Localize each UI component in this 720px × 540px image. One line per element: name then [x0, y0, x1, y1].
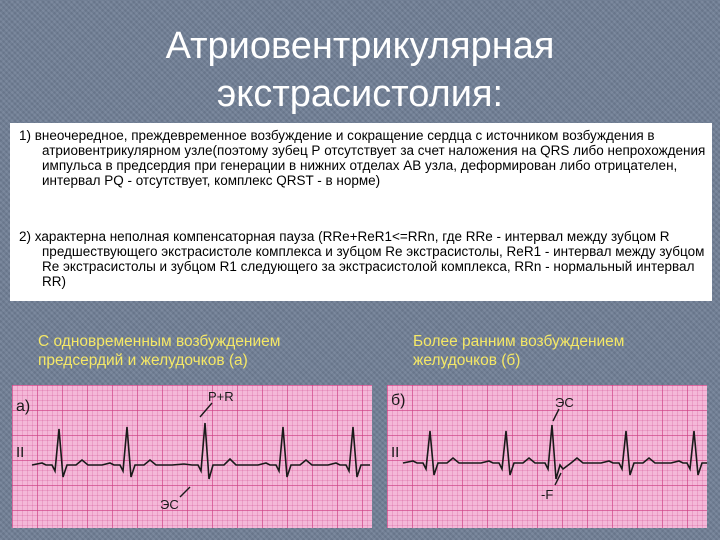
ecg-b-label: б) — [391, 392, 406, 409]
ecg-a-waveform — [32, 423, 370, 479]
ecg-strip-a — [12, 385, 372, 528]
slide-title-line2: экстрасистолия: — [216, 73, 504, 115]
ecg-b-annot-bottom: -F — [541, 487, 554, 502]
paragraph-2: 2) характерна неполная компенсаторная пауза (RRe+ReR1<=RRn, где RRe - интервал между зубцом R предшествующего экстрасистоле комплекса и зубцом Re экстрасистолы, ReR1 - интервал между зубцом Re экстрасистолы и зубцом R1 следующего за экстрасистолой комплекса, RRn - нормальный интервал RR) — [19, 229, 705, 289]
ecg-b-lead: II — [391, 444, 400, 461]
slide-title-line1: Атриовентрикулярная — [165, 25, 555, 67]
ecg-a-arrow-bottom — [180, 487, 190, 497]
ecg-trace-b — [387, 385, 707, 528]
caption-a: С одновременным возбуждением предсердий и желудочков (а) — [38, 333, 281, 369]
ecg-a-annot-bottom: ЭС — [160, 497, 179, 512]
ecg-a-arrow-top — [200, 403, 212, 417]
ecg-b-arrow-top — [553, 409, 559, 421]
caption-b: Более ранним возбуждением желудочков (б) — [413, 333, 625, 369]
ecg-trace-a — [12, 385, 372, 528]
ecg-a-annot-top: P+R — [208, 389, 234, 404]
ecg-strip-b — [387, 385, 707, 528]
ecg-a-lead: II — [16, 444, 25, 461]
text-panel — [10, 123, 712, 301]
ecg-a-label: а) — [16, 398, 31, 415]
ecg-b-annot-top: ЭС — [555, 395, 574, 410]
slide-title — [0, 22, 720, 118]
paragraph-1: 1) внеочередное, преждевременное возбуждение и сокращение сердца с источником возбуждения в атриовентрикулярном узле(поэтому зубец Р отсутствует за счет наложения на QRS либо непрохождения импульса в предсердия при генерации в нижних отделах АВ узла, деформирован либо отрицателен, интервал PQ - отсутствует, комплекс QRST - в норме) — [19, 128, 706, 188]
ecg-b-waveform — [403, 425, 707, 479]
